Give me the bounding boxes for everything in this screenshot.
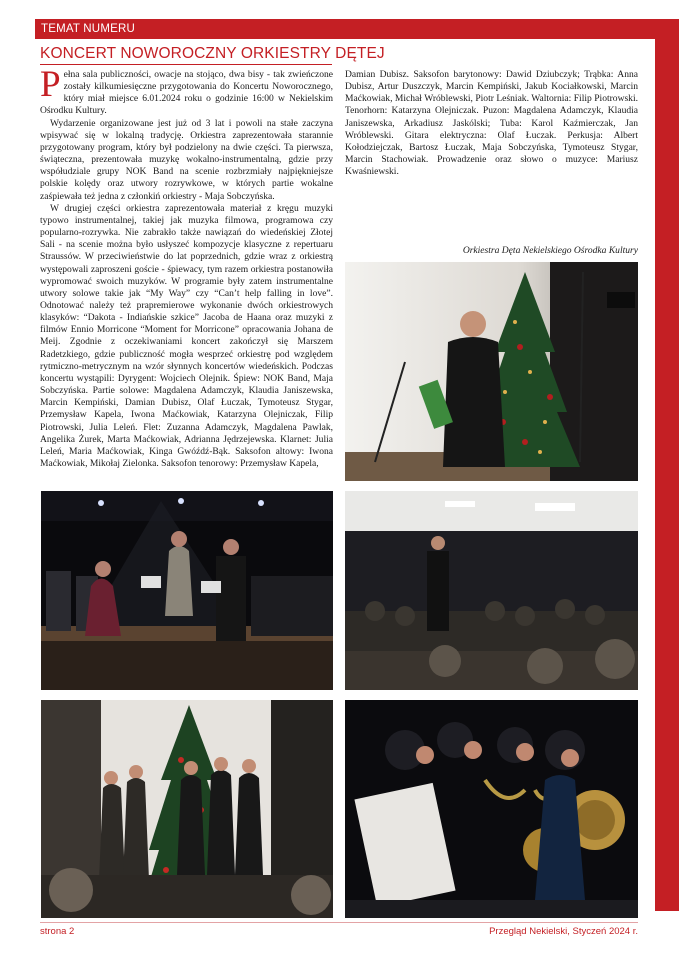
title-underline <box>40 64 332 65</box>
photo-singers-on-stage <box>41 491 333 690</box>
lead-text: ełna sala publiczności, owacje na stojąco, dwa bisy - tak zwieńczone zostały kilkumiesięczne przygotowania do Koncertu Noworocznego, który miał miejsce 6.01.2024 roku o godzinie 16:00 w Nekielskim Ośrodku Kultury. <box>40 69 333 117</box>
section-tag: TEMAT NUMERU <box>35 19 655 39</box>
article-column-left <box>40 69 333 475</box>
drop-cap: P <box>40 69 61 105</box>
paragraph-3-continued: Damian Dubisz. Saksofon barytonowy: Dawid Dziubczyk; Trąbka: Anna Dubisz, Artur Duszczyk, Marcin Kempiński, Jakub Kociałkowski, Marcin Maćkowiak, Michał Wróblewski, Piotr Leśniak. Waltornia: Filip Piotrowski. Tenorhorn: Katarzyna Olejniczak. Puzon: Magdalena Adamczyk, Klaudia Janiszewska, Arkadiusz Jaskólski; Tuba: Karol Kaźmierczak, Jan Wróblewski. Gitara elektryczna: Olaf Łuczak. Perkusja: Albert Kołodziejczak, Bartosz Łuczak, Maja Sobczyńska, Tymoteusz Stygar, Marcin Stachowiak. Prowadzenie oraz słowo o muzyce: Mariusz Kwaśniewski. <box>345 69 638 178</box>
paragraph-3: W drugiej części orkiestra zaprezentowała materiał z kręgu muzyki typowo instrumentalnej, takiej jak muzyka filmowa, programowa czy popularno-rozrywka. Nie zabrakło także nawiązań do wiedeńskiej Złotej Sali - na scenie można było usłyszeć kompozycje klasyczne z repertuaru Straussów. W przeciwieństwie do lat poprzednich, gdzie wraz z orkiestrą występowali zaproszeni goście - śpiewacy, tym razem orkiestra postanowiła wypromować swoich muzyków. W programie były zatem instrumentalne utwory solowe takie jak “My Way” czy “Can’t help falling in love”. Odnotować należy też prapremierowe wykonanie dwóch orkiestrowych klasyków: “Dakota - Indiańskie szkice” Jacoba de Haana oraz muzyki z filmów Ennio Morricone “Moment for Morricone” opracowania Johana de Meij. Zgodnie z oczekiwaniami koncert zakończył się Marszem Radetzkiego, gdzie publiczność mogła wesprzeć orkiestrę pod względem rytmiczno-metrycznym na wzór słynnych koncertów wiedeńskich. Podczas koncertu wystąpili: Dyrygent: Wojciech Olejnik. Śpiew: NOK Band, Maja Sobczyńska. Partie solowe: Magdalena Adamczyk, Klaudia Janiszewska, Marcin Kempiński, Damian Dubisz, Olaf Łuczak, Tymoteusz Stygar, Przemysław Kapela, Iwona Maćkowiak, Katarzyna Olejniczak, Filip Piotrowski, Julia Leleń. Flet: Zuzanna Adamczyk, Magdalena Pawlak, Angelika Żurek, Marta Maćkowiak, Adrianna Jędrzejewska. Klarnet: Julia Leleń, Maria Maćkowiak, Kinga Gwóźdź-Bąk. Saksofon altowy: Iwona Maćkowiak, Mikołaj Zielonka. Saksofon tenorowy: Przemysław Kapela, <box>40 202 333 469</box>
page-number: strona 2 <box>40 926 75 937</box>
photo-choir-group <box>41 700 333 918</box>
lead-paragraph <box>40 69 333 118</box>
publication-info: Przegląd Nekielski, Styczeń 2024 r. <box>489 926 638 937</box>
article-column-right <box>345 69 638 245</box>
photo-brass-section <box>345 700 638 918</box>
side-accent-bar <box>655 19 679 911</box>
paragraph-2: Wydarzenie organizowane jest już od 3 lat i powoli na stałe zaczyna wpisywać się w lokalną tradycję. Orkiestra zaprezentowała starannie przygotowany program, który był podzielony na dwie części. Ta pierwsza, świąteczna, prezentowała muzykę wokalno-instrumentalną, gdzie przy współudziale grupy NOK Band na scenie rozbrzmiały najpiękniejsze polskie kolędy oraz utwory rozrywkowe, w których partie wokalne zaśpiewała też jedna z członkiń orkiestry - Maja Sobczyńska. <box>40 117 333 202</box>
article-title: KONCERT NOWOROCZNY ORKIESTRY DĘTEJ <box>40 45 385 62</box>
photo-caption: Orkiestra Dęta Nekielskiego Ośrodka Kultury <box>462 245 638 256</box>
photo-speaker-with-tree <box>345 262 638 481</box>
footer-divider <box>40 922 638 923</box>
photo-orchestra-wide <box>345 491 638 690</box>
